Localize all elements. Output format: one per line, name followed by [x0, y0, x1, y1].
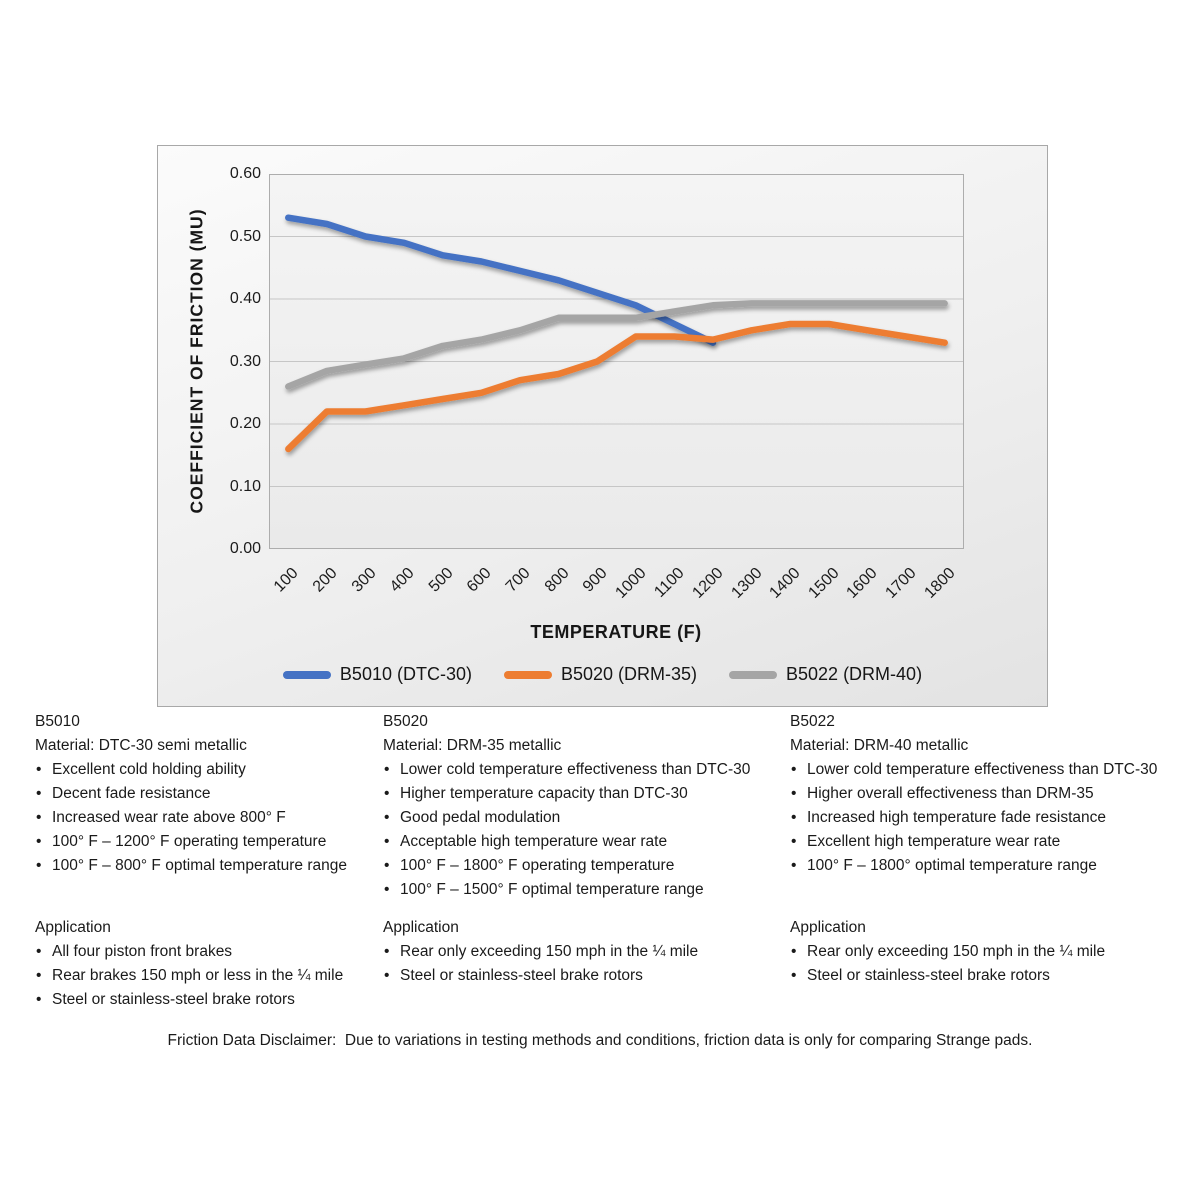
- friction-data-disclaimer: Friction Data Disclaimer: Due to variations in testing methods and conditions, friction data is only for comparing Strange pads.: [167, 1032, 1033, 1049]
- spec-column-b5022: [790, 710, 1192, 984]
- y-tick-label: 0.30: [229, 352, 261, 370]
- x-tick-label: 1400: [766, 564, 804, 602]
- bullet-item: • Lower cold temperature effectiveness than DTC-30: [790, 758, 1192, 782]
- x-tick-label: 400: [386, 564, 418, 596]
- bullet-item: • Increased high temperature fade resistance: [790, 806, 1192, 830]
- bullet-item: • Rear brakes 150 mph or less in the ¼ mile: [35, 964, 380, 988]
- pad-feature-list: [35, 758, 380, 878]
- y-axis-title: COEFFICIENT OF FRICTION (MU): [186, 208, 207, 514]
- bullet-item: • Acceptable high temperature wear rate: [383, 830, 785, 854]
- bullet-item: • Higher overall effectiveness than DRM-35: [790, 782, 1192, 806]
- bullet-item: • Rear only exceeding 150 mph in the ¼ mile: [790, 940, 1192, 964]
- friction-chart-panel: [157, 145, 1048, 707]
- x-tick-label: 1000: [612, 564, 650, 602]
- x-tick-label: 100: [271, 564, 302, 596]
- legend-item: [504, 664, 697, 685]
- bullet-item: • 100° F – 800° F optimal temperature range: [35, 854, 380, 878]
- y-tick-label: 0.50: [229, 227, 261, 245]
- pad-id: B5022: [790, 713, 835, 730]
- x-tick-label: 900: [579, 564, 611, 596]
- x-tick-label: 600: [464, 564, 496, 596]
- legend-item: [729, 664, 922, 685]
- x-tick-label: 1800: [921, 564, 959, 602]
- bullet-item: • 100° F – 1500° F optimal temperature range: [383, 878, 785, 902]
- x-axis-title: TEMPERATURE (F): [530, 622, 702, 642]
- x-tick-label: 1700: [882, 564, 920, 602]
- x-tick-label: 1300: [728, 564, 766, 602]
- x-tick-label: 1200: [689, 564, 727, 602]
- spec-column-b5010: [35, 710, 380, 1008]
- line-chart-svg: [269, 174, 964, 549]
- chart-legend: [158, 664, 1047, 685]
- legend-swatch-line: [283, 671, 331, 679]
- bullet-item: • Lower cold temperature effectiveness than DTC-30: [383, 758, 785, 782]
- pad-material: Material: DRM-40 metallic: [790, 737, 969, 754]
- line-chart-plot-area: [269, 174, 964, 549]
- bullet-item: • Excellent cold holding ability: [35, 758, 380, 782]
- application-list: [383, 940, 785, 988]
- pad-material: Material: DRM-35 metallic: [383, 737, 562, 754]
- pad-id: B5020: [383, 713, 428, 730]
- legend-label: B5020 (DRM-35): [560, 664, 698, 684]
- bullet-item: • Steel or stainless-steel brake rotors: [383, 964, 785, 988]
- y-tick-label: 0.20: [229, 415, 261, 432]
- legend-label: B5022 (DRM-40): [786, 664, 923, 684]
- legend-item: [283, 664, 472, 685]
- bullet-item: • Steel or stainless-steel brake rotors: [35, 988, 380, 1012]
- bullet-item: • Increased wear rate above 800° F: [35, 806, 380, 830]
- spec-column-b5020: [383, 710, 785, 984]
- application-section: [383, 916, 785, 988]
- bullet-item: • 100° F – 1800° optimal temperature range: [790, 854, 1192, 878]
- application-title: Application: [383, 919, 459, 936]
- bullet-item: • Rear only exceeding 150 mph in the ¼ mile: [383, 940, 785, 964]
- x-tick-label: 700: [502, 564, 534, 596]
- application-title: Application: [35, 919, 111, 936]
- pad-id: B5010: [35, 713, 80, 730]
- y-tick-label: 0.40: [229, 290, 261, 307]
- x-tick-label: 500: [425, 564, 457, 596]
- x-tick-label: 1500: [805, 564, 843, 602]
- y-tick-label: 0.60: [229, 165, 261, 182]
- application-title: Application: [790, 919, 866, 936]
- x-tick-label: 1100: [651, 564, 689, 601]
- pad-feature-list: [790, 758, 1192, 878]
- y-tick-label: 0.10: [229, 477, 261, 495]
- application-list: [35, 940, 380, 1012]
- bullet-item: • Higher temperature capacity than DTC-30: [383, 782, 785, 806]
- bullet-item: • Good pedal modulation: [383, 806, 785, 830]
- legend-swatch-line: [729, 671, 777, 679]
- x-tick-label: 300: [348, 564, 380, 596]
- application-list: [790, 940, 1192, 988]
- bullet-item: • Steel or stainless-steel brake rotors: [790, 964, 1192, 988]
- bullet-item: • 100° F – 1800° F operating temperature: [383, 854, 785, 878]
- application-section: [35, 916, 380, 1012]
- pad-material: Material: DTC-30 semi metallic: [35, 737, 247, 754]
- bullet-item: • Decent fade resistance: [35, 782, 380, 806]
- pad-feature-list: [383, 758, 785, 902]
- y-tick-label: 0.00: [229, 540, 261, 557]
- legend-swatch-line: [504, 671, 552, 679]
- x-tick-label: 1600: [843, 564, 882, 602]
- application-section: [790, 916, 1192, 988]
- legend-label: B5010 (DTC-30): [339, 664, 472, 684]
- x-tick-label: 200: [309, 564, 341, 596]
- bullet-item: • Excellent high temperature wear rate: [790, 830, 1192, 854]
- x-tick-label: 800: [541, 564, 573, 596]
- bullet-item: • 100° F – 1200° F operating temperature: [35, 830, 380, 854]
- bullet-item: • All four piston front brakes: [35, 940, 380, 964]
